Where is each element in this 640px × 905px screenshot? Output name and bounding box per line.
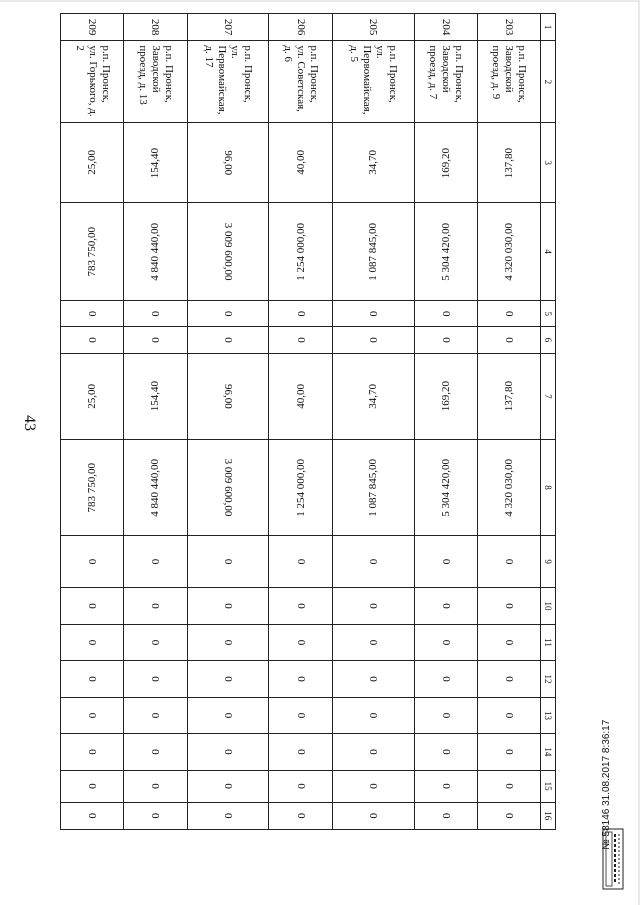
cell-col-12: 0 [414, 661, 477, 697]
cell-col-8: 3 009 600,00 [187, 440, 269, 536]
row-address: р.п. Пронск, Заводской проезд, д. 7 [414, 41, 477, 123]
cell-col-10: 0 [187, 588, 269, 624]
register-table-frame [60, 13, 556, 830]
cell-col-14: 0 [124, 734, 187, 770]
cell-col-13: 0 [61, 697, 124, 733]
cell-col-3: 40,00 [269, 123, 332, 203]
table-row [187, 14, 269, 830]
column-number: 13 [541, 697, 556, 733]
registration-stamp-icon [602, 828, 624, 890]
cell-col-15: 0 [187, 770, 269, 802]
cell-col-9: 0 [187, 535, 269, 587]
cell-col-5: 0 [332, 301, 414, 327]
cell-col-15: 0 [332, 770, 414, 802]
row-address: р.п. Пронск, Заводской проезд, д. 9 [477, 41, 540, 123]
cell-col-4: 1 254 000,00 [269, 203, 332, 301]
cell-col-4: 3 009 600,00 [187, 203, 269, 301]
cell-col-8: 4 320 030,00 [477, 440, 540, 536]
row-address: р.п. Пронск, ул. Первомайская, д. 17 [187, 41, 269, 123]
row-id: 205 [332, 14, 414, 41]
row-id: 204 [414, 14, 477, 41]
column-number: 9 [541, 535, 556, 587]
cell-col-8: 5 304 420,00 [414, 440, 477, 536]
register-table-body [61, 14, 556, 830]
scan-edge-top [0, 0, 640, 2]
row-address: р.п. Пронск, ул. Советская, д. 6 [269, 41, 332, 123]
cell-col-14: 0 [414, 734, 477, 770]
registration-stamp-text: № 58146 31.08.2017 8:36:17 [601, 719, 612, 850]
cell-col-12: 0 [187, 661, 269, 697]
cell-col-16: 0 [414, 802, 477, 829]
column-number: 16 [541, 802, 556, 829]
cell-col-5: 0 [414, 301, 477, 327]
cell-col-9: 0 [61, 535, 124, 587]
table-row [269, 14, 332, 830]
cell-col-8: 1 254 000,00 [269, 440, 332, 536]
table-row [414, 14, 477, 830]
cell-col-5: 0 [187, 301, 269, 327]
cell-col-12: 0 [269, 661, 332, 697]
cell-col-13: 0 [414, 697, 477, 733]
register-table [60, 13, 556, 830]
cell-col-11: 0 [61, 624, 124, 660]
cell-col-15: 0 [269, 770, 332, 802]
cell-col-3: 154,40 [124, 123, 187, 203]
row-address: р.п. Пронск, ул. Горького, д. 2 [61, 41, 124, 123]
page-number: 43 [21, 415, 38, 431]
cell-col-15: 0 [61, 770, 124, 802]
cell-col-7: 154,40 [124, 353, 187, 440]
cell-col-11: 0 [187, 624, 269, 660]
cell-col-3: 25,00 [61, 123, 124, 203]
cell-col-16: 0 [332, 802, 414, 829]
column-number: 15 [541, 770, 556, 802]
cell-col-14: 0 [269, 734, 332, 770]
cell-col-16: 0 [269, 802, 332, 829]
cell-col-4: 5 304 420,00 [414, 203, 477, 301]
column-number: 1 [541, 14, 556, 41]
column-number: 7 [541, 353, 556, 440]
row-id: 209 [61, 14, 124, 41]
cell-col-13: 0 [332, 697, 414, 733]
cell-col-3: 34,70 [332, 123, 414, 203]
column-number: 8 [541, 440, 556, 536]
cell-col-5: 0 [269, 301, 332, 327]
column-number: 11 [541, 624, 556, 660]
column-number: 12 [541, 661, 556, 697]
table-row [332, 14, 414, 830]
cell-col-5: 0 [61, 301, 124, 327]
cell-col-13: 0 [477, 697, 540, 733]
cell-col-11: 0 [414, 624, 477, 660]
cell-col-10: 0 [477, 588, 540, 624]
cell-col-10: 0 [61, 588, 124, 624]
cell-col-4: 4 320 030,00 [477, 203, 540, 301]
cell-col-7: 34,70 [332, 353, 414, 440]
cell-col-16: 0 [477, 802, 540, 829]
column-number: 4 [541, 203, 556, 301]
cell-col-5: 0 [124, 301, 187, 327]
cell-col-12: 0 [124, 661, 187, 697]
column-number: 5 [541, 301, 556, 327]
cell-col-4: 1 087 845,00 [332, 203, 414, 301]
cell-col-11: 0 [269, 624, 332, 660]
cell-col-3: 137,80 [477, 123, 540, 203]
cell-col-10: 0 [332, 588, 414, 624]
cell-col-12: 0 [332, 661, 414, 697]
cell-col-10: 0 [414, 588, 477, 624]
row-id: 206 [269, 14, 332, 41]
cell-col-10: 0 [269, 588, 332, 624]
column-number: 6 [541, 327, 556, 353]
column-number: 2 [541, 41, 556, 123]
cell-col-14: 0 [477, 734, 540, 770]
cell-col-9: 0 [477, 535, 540, 587]
cell-col-11: 0 [477, 624, 540, 660]
cell-col-16: 0 [124, 802, 187, 829]
cell-col-10: 0 [124, 588, 187, 624]
cell-col-4: 4 840 440,00 [124, 203, 187, 301]
cell-col-7: 169,20 [414, 353, 477, 440]
cell-col-16: 0 [187, 802, 269, 829]
cell-col-6: 0 [124, 327, 187, 353]
cell-col-9: 0 [414, 535, 477, 587]
cell-col-15: 0 [414, 770, 477, 802]
row-id: 203 [477, 14, 540, 41]
row-address: р.п. Пронск, ул. Первомайская, д. 5 [332, 41, 414, 123]
cell-col-12: 0 [61, 661, 124, 697]
column-number: 14 [541, 734, 556, 770]
cell-col-6: 0 [477, 327, 540, 353]
cell-col-9: 0 [269, 535, 332, 587]
cell-col-5: 0 [477, 301, 540, 327]
cell-col-13: 0 [187, 697, 269, 733]
cell-col-7: 25,00 [61, 353, 124, 440]
cell-col-6: 0 [269, 327, 332, 353]
cell-col-9: 0 [124, 535, 187, 587]
cell-col-6: 0 [332, 327, 414, 353]
cell-col-8: 1 087 845,00 [332, 440, 414, 536]
row-address: р.п. Пронск, Заводской проезд, д. 13 [124, 41, 187, 123]
cell-col-11: 0 [332, 624, 414, 660]
cell-col-6: 0 [187, 327, 269, 353]
table-row [61, 14, 124, 830]
cell-col-11: 0 [124, 624, 187, 660]
column-number: 10 [541, 588, 556, 624]
cell-col-6: 0 [414, 327, 477, 353]
table-row [477, 14, 540, 830]
cell-col-13: 0 [269, 697, 332, 733]
cell-col-14: 0 [332, 734, 414, 770]
cell-col-7: 40,00 [269, 353, 332, 440]
cell-col-13: 0 [124, 697, 187, 733]
table-row [124, 14, 187, 830]
cell-col-14: 0 [61, 734, 124, 770]
row-id: 208 [124, 14, 187, 41]
cell-col-8: 783 750,00 [61, 440, 124, 536]
register-table-rotated [60, 13, 556, 830]
cell-col-14: 0 [187, 734, 269, 770]
cell-col-12: 0 [477, 661, 540, 697]
cell-col-6: 0 [61, 327, 124, 353]
cell-col-8: 4 840 440,00 [124, 440, 187, 536]
cell-col-7: 137,80 [477, 353, 540, 440]
cell-col-3: 169,20 [414, 123, 477, 203]
column-number: 3 [541, 123, 556, 203]
cell-col-16: 0 [61, 802, 124, 829]
cell-col-4: 783 750,00 [61, 203, 124, 301]
cell-col-7: 96,00 [187, 353, 269, 440]
cell-col-9: 0 [332, 535, 414, 587]
column-number-row [541, 14, 556, 830]
row-id: 207 [187, 14, 269, 41]
cell-col-15: 0 [124, 770, 187, 802]
cell-col-15: 0 [477, 770, 540, 802]
cell-col-3: 96,00 [187, 123, 269, 203]
